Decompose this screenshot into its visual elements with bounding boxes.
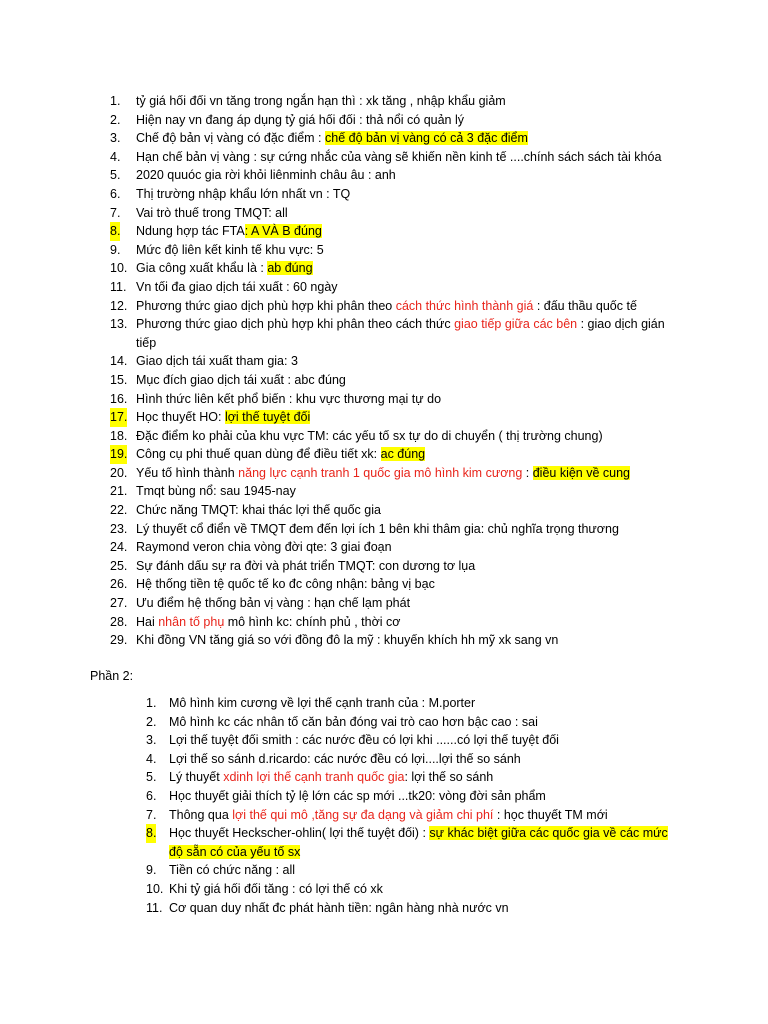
list-number: 11. [110,279,127,294]
item-text: Gia công xuất khẩu là : [136,261,268,276]
list-item [0,694,760,713]
item-text: Tiền có chức năng : all [169,863,296,878]
item-text: Khi đồng VN tăng giá so với đồng đô la mỹ : khuyến khích hh mỹ xk sang vn [136,633,559,648]
red-keyword: giao tiếp giữa các bên [454,317,578,332]
list-number: 8. [110,222,120,241]
highlighted-answer: ac đúng [380,447,426,462]
item-text: Raymond veron chia vòng đời qte: 3 giai đoạn [136,540,392,555]
highlighted-answer: ab đúng [267,261,313,276]
list-item [0,92,760,111]
list-item [0,166,760,185]
item-text: Học thuyết Heckscher-ohlin( lợi thế tuyệt đối) : [169,826,430,841]
list-item [0,445,760,464]
item-text: mô hình kc: chính phủ , thời cơ [224,614,401,629]
list-item [0,750,760,769]
list-number: 24. [110,540,128,555]
list-number: 11. [146,900,163,915]
part2-title: Phần 2: [90,669,134,683]
list-number: 1. [146,696,157,710]
list-item [0,390,760,409]
list-item [0,482,760,501]
item-text: Thông qua [169,807,233,822]
list-item [0,259,760,278]
red-keyword: năng lực cạnh tranh 1 quốc gia mô hình kim cương [238,465,523,480]
item-text: Hình thức liên kết phổ biến : khu vực thương mại tự do [136,391,442,406]
list-item [0,129,760,148]
list-number: 2. [146,714,157,729]
red-keyword: lợi thế qui mô ,tăng sự đa dạng và giảm chi phí [232,807,494,822]
list-item [0,464,760,483]
list-item [0,315,760,352]
list-item [0,787,760,806]
item-text: Công cụ phi thuế quan dùng để điều tiết xk: [136,447,381,462]
item-text: Hạn chế bản vị vàng : sự cứng nhắc của vàng sẽ khiến nền kinh tế ....chính sách sách tài khóa [136,149,662,164]
list-item [0,111,760,130]
red-keyword: nhân tố phụ [158,614,225,629]
item-text: Học thuyết giải thích tỷ lệ lớn các sp mới ...tk20: vòng đời sản phẩm [169,788,546,803]
list-number: 21. [110,484,128,499]
item-text: Hệ thống tiền tệ quốc tế ko đc công nhận: bảng vị bạc [136,577,435,592]
item-text: Hai [136,614,159,629]
list-number: 23. [110,521,128,536]
list-number: 28. [110,614,128,629]
list-number: 4. [146,751,157,766]
list-number: 9. [146,863,157,878]
item-text: Mô hình kc các nhân tố căn bản đóng vai trò cao hơn bậc cao : sai [169,714,538,729]
item-text: Lý thuyết cổ điển về TMQT đem đến lợi ích 1 bên khi thâm gia: chủ nghĩa trọng thương [136,521,619,536]
list-number: 2. [110,112,121,127]
list-item [0,222,760,241]
red-keyword: cách thức hình thành giá [395,298,534,313]
item-text: Ưu điểm hệ thống bản vị vàng : hạn chế lạm phát [136,596,411,611]
list-number: 14. [110,354,128,369]
item-text: Ndung hợp tác FTA [136,224,245,239]
list-number: 25. [110,558,128,573]
list-number: 18. [110,428,128,443]
list-number: 7. [146,807,157,822]
item-text: Yếu tố hình thành [136,465,239,480]
list-item [0,204,760,223]
list-number: 3. [110,131,121,146]
item-text: Vn tối đa giao dịch tái xuất : 60 ngày [136,279,338,294]
list-item [0,594,760,613]
list-number: 22. [110,503,128,518]
item-text: Thị trường nhập khẩu lớn nhất vn : TQ [136,186,351,201]
item-text: : lợi thế so sánh [404,770,494,785]
item-text: : đấu thầu quốc tế [533,298,637,313]
item-text: Học thuyết HO: [136,410,225,425]
item-text: tỷ giá hối đối vn tăng trong ngắn hạn thì : xk tăng , nhập khẩu giảm [136,94,506,108]
list-item [0,278,760,297]
list-item [0,899,760,918]
list-item [0,520,760,539]
item-text: Mức độ liên kết kinh tế khu vực: 5 [136,242,324,257]
item-text: Chức năng TMQT: khai thác lợi thế quốc gia [136,503,381,518]
list-number: 10. [110,261,128,276]
list-number: 20. [110,465,128,480]
item-text: Vai trò thuế trong TMQT: all [136,205,288,220]
list-number: 3. [146,733,157,748]
item-text: Lợi thế so sánh d.ricardo: các nước đều có lợi....lợi thế so sánh [169,751,521,766]
list-number: 29. [110,633,128,648]
list-item [0,861,760,880]
list-item [0,713,760,732]
item-text: 2020 quuóc gia rời khỏi liênminh châu âu : anh [136,168,396,183]
list-number: 10. [146,881,164,896]
list-item [0,427,760,446]
part1-list [0,92,760,650]
item-text: Cơ quan duy nhất đc phát hành tiền: ngân hàng nhà nước vn [169,900,509,915]
highlighted-answer: sự khác biệt giữa các quốc gia về các mức độ sẵn có của yếu tố sx [169,826,668,859]
list-number: 7. [110,205,121,220]
list-item [0,371,760,390]
highlighted-answer: lợi thế tuyệt đối [224,410,311,425]
list-item [0,806,760,825]
list-number: 13. [110,317,128,332]
list-item [0,297,760,316]
list-item [0,241,760,260]
list-item [0,501,760,520]
part2-list [0,694,760,917]
list-item [0,768,760,787]
list-number: 5. [146,770,157,785]
list-number: 27. [110,596,128,611]
list-number: 6. [110,186,121,201]
list-number: 8. [146,824,156,843]
item-text: : giao dịch gián tiếp [136,317,665,350]
item-text: Chế độ bản vị vàng có đặc điểm : [136,131,326,146]
highlighted-answer: điều kiện về cung [532,465,631,480]
red-keyword: xdinh lợi thế cạnh tranh quốc gia [223,770,405,785]
list-number: 12. [110,298,128,313]
list-item [0,824,760,861]
list-item [0,538,760,557]
list-number: 6. [146,788,157,803]
list-item [0,880,760,899]
item-text: Khi tỷ giá hối đối tăng : có lợi thế có xk [169,881,383,896]
list-item [0,731,760,750]
list-number: 5. [110,168,121,183]
list-item [0,557,760,576]
item-text: : [522,465,533,480]
list-number: 17. [110,408,127,427]
item-text: Mô hình kim cương về lợi thế cạnh tranh của : M.porter [169,696,476,710]
list-number: 19. [110,445,127,464]
list-number: 16. [110,391,128,406]
list-number: 1. [110,94,121,108]
item-text: Hiện nay vn đang áp dụng tỷ giá hối đối : thả nổi có quản lý [136,112,465,127]
item-text: Lý thuyết [169,770,224,785]
item-text: Sự đánh dấu sự ra đời và phát triển TMQT: con dương tơ lụa [136,558,476,573]
item-text: Mục đích giao dịch tái xuất : abc đúng [136,372,346,387]
item-text: : học thuyết TM mới [493,807,608,822]
item-text: Đặc điểm ko phải của khu vực TM: các yếu tố sx tự do di chuyển ( thị trường chung) [136,428,603,443]
list-number: 26. [110,577,128,592]
list-item [0,613,760,632]
list-item [0,631,760,650]
list-item [0,575,760,594]
list-number: 4. [110,149,121,164]
highlighted-answer: : A VÀ B đúng [244,224,322,239]
list-item [0,352,760,371]
list-number: 15. [110,372,128,387]
item-text: Lợi thế tuyệt đối smith : các nước đều có lợi khi ......có lợi thế tuyệt đối [169,733,559,748]
list-number: 9. [110,242,121,257]
item-text: Phương thức giao dịch phù hợp khi phân theo cách thức [136,317,455,332]
item-text: Tmqt bùng nổ: sau 1945-nay [136,484,296,499]
list-item [0,148,760,167]
list-item [0,408,760,427]
highlighted-answer: chế độ bản vị vàng có cả 3 đặc điểm [325,131,528,146]
item-text: Giao dịch tái xuất tham gia: 3 [136,354,298,369]
list-item [0,185,760,204]
item-text: Phương thức giao dịch phù hợp khi phân theo [136,298,396,313]
